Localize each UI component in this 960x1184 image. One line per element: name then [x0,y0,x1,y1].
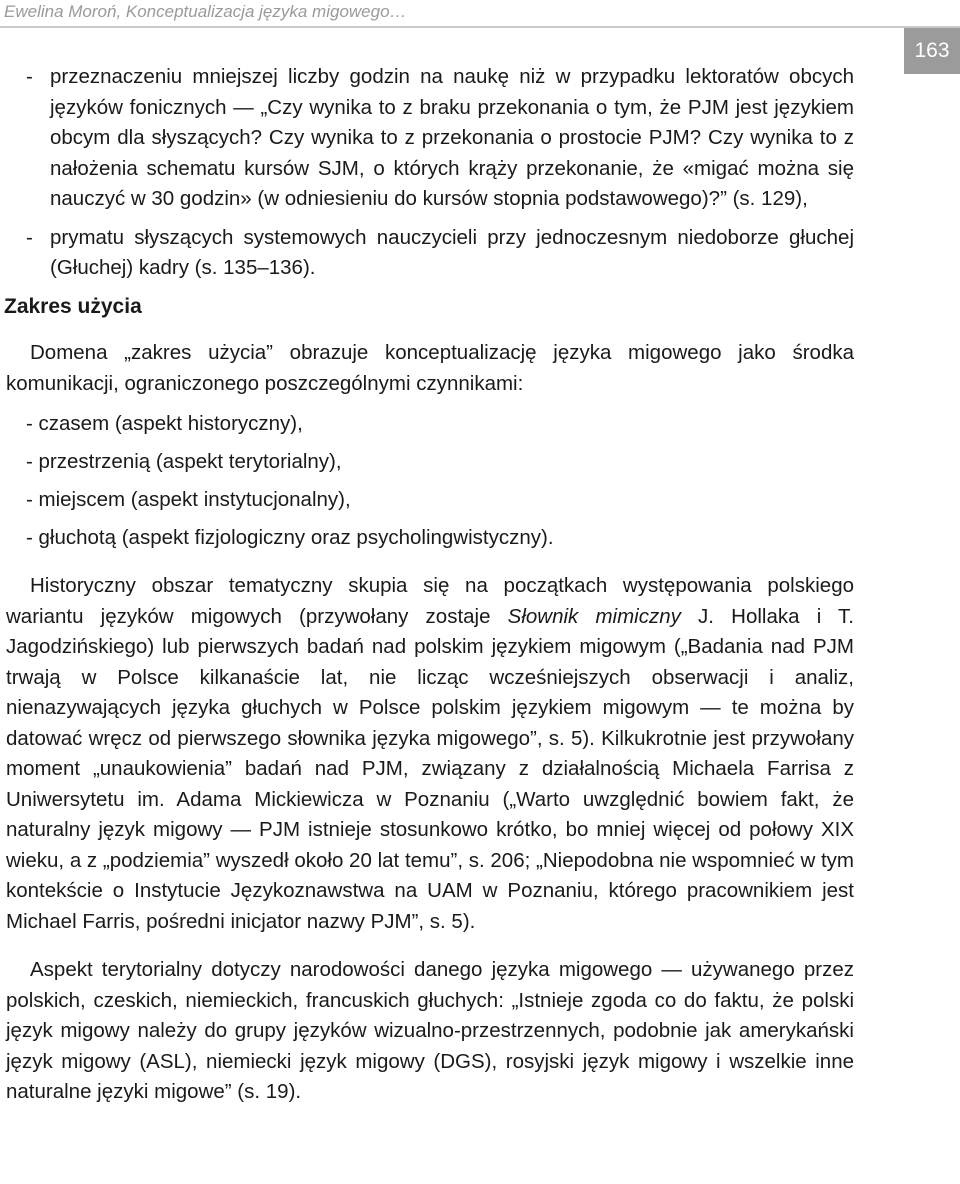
list-dash: - [26,225,33,249]
page-number: 163 [914,39,950,62]
running-title: Ewelina Moroń, Konceptualizacja języka migowego… [4,2,407,21]
list-item [0,223,900,284]
page-number-tab [904,28,960,74]
factor-item-time: - czasem (aspekt historyczny), [26,412,303,435]
list-item-text: prymatu słyszących systemowych nauczycieli przy jednoczesnym niedoborze głuchej (Głuchej) kadry (s. 135–136). [50,225,854,279]
book-title: Słownik mimiczny [507,604,681,628]
factor-item-deafness: - głuchotą (aspekt fizjologiczny oraz psycholingwistyczny). [26,526,554,549]
historical-text-end: J. Hollaka i T. Jagodzińskiego) lub pierwszych badań nad polskim językiem migowym („Badania nad PJM trwają w Polsce kilkanaście lat, nie licząc wcześniejszych obserwacji i analiz, nienazywających języka głuchych w Polsce polskim językiem migowym — te można by datować wręcz od pierwszego słownika języka migowego”, s. 5). Kilkukrotnie jest przywołany moment „unaukowienia” badań nad PJM, związany z działalnością Michaela Farrisa z Uniwersytetu im. Adama Mickiewicza w Poznaniu („Warto uwzględnić bowiem fakt, że naturalny język migowy — PJM istnieje stosunkowo krótko, bo mniej więcej od połowy XIX wieku, a z „podziemia” wyszedł około 20 lat temu”, s. 206; „Niepodobna nie wspomnieć w tym kontekście o Instytucie Językoznawstwa na UAM w Poznaniu, którego pracownikiem jest Michael Farris, pośredni inicjator nazwy PJM”, s. 5). [6,604,854,933]
factor-list [0,405,900,557]
territorial-paragraph: Aspekt terytorialny dotyczy narodowości danego języka migowego — używanego przez polskich, czeskich, niemieckich, francuskich głuchych: „Istnieje zgoda co do faktu, że polski język migowy należy do grupy języków wizualno-przestrzennych, podobnie jak amerykański język migowy (ASL), niemiecki język migowy (DGS), rosyjski język migowy i wszelkie inne naturalne języki migowe” (s. 19). [6,958,854,1103]
page-body [0,62,900,1108]
historical-paragraph [0,571,900,937]
historical-text-start: Historyczny obszar tematyczny skupia się na początkach występowania polskiego wariantu języków migowych (przywołany zostaje [6,574,854,628]
intro-paragraph: Domena „zakres użycia” obrazuje konceptualizację języka migowego jako środka komunikacji, ograniczonego poszczególnymi czynnikami: [6,341,854,395]
running-header [0,0,960,28]
list-item-text: przeznaczeniu mniejszej liczby godzin na naukę niż w przypadku lektoratów obcych języków fonicznych — „Czy wynika to z braku przekonania o tym, że PJM jest językiem obcym dla słyszących? Czy wynika to z przekonania o prostocie PJM? Czy wynika to z nałożenia schematu kursów SJM, o których krąży przekonanie, że «migać można się nauczyć w 30 godzin» (w odniesieniu do kursów stopnia podstawowego)?” (s. 129), [50,65,854,210]
factor-item-space: - przestrzenią (aspekt terytorialny), [26,450,342,473]
list-item [0,62,900,215]
section-heading: Zakres użycia [4,294,142,318]
list-dash: - [26,65,33,88]
factor-item-place: - miejscem (aspekt instytucjonalny), [26,488,351,511]
